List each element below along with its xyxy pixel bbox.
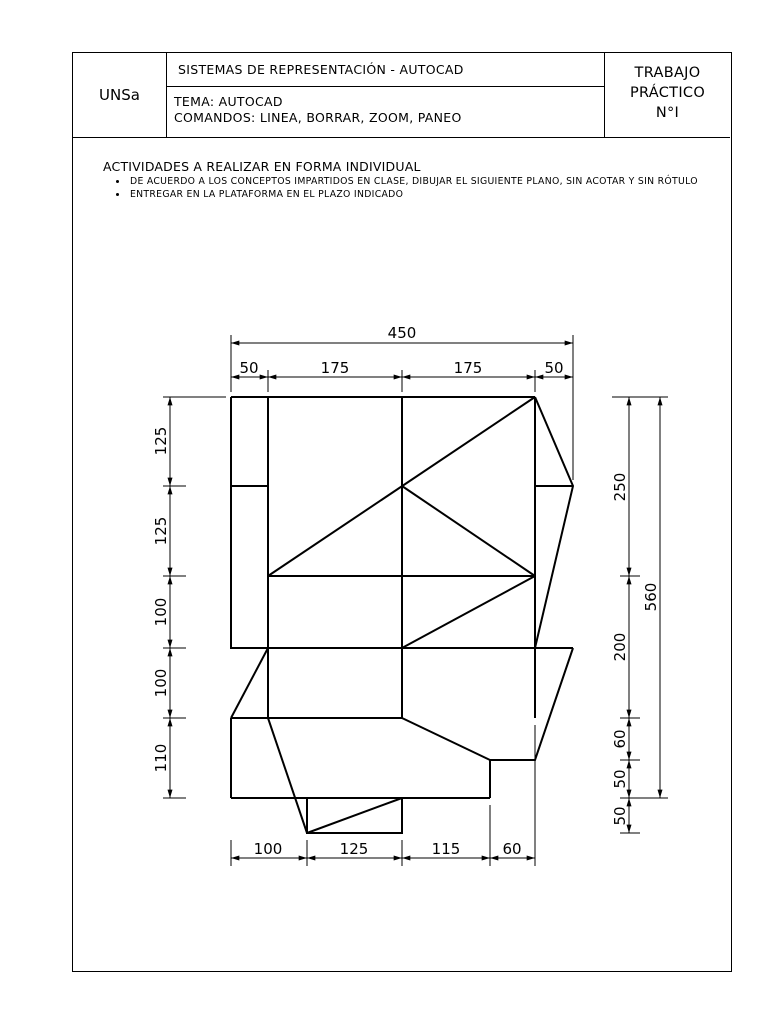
- dim-left: 110: [152, 743, 170, 773]
- dim-right-total: 560: [642, 582, 660, 612]
- dimension-lines: [163, 335, 668, 866]
- dim-top-total: 450: [387, 324, 417, 342]
- commands-text: COMANDOS: LINEA, BORRAR, ZOOM, PANEO: [174, 110, 462, 125]
- dim-top: 50: [544, 359, 564, 377]
- activities-title: ACTIVIDADES A REALIZAR EN FORMA INDIVIDUAL: [103, 159, 421, 174]
- plan-line: [402, 718, 490, 760]
- plan-line: [490, 648, 573, 760]
- dim-right: 60: [611, 729, 629, 749]
- dim-bottom: 115: [431, 840, 461, 858]
- dim-right: 50: [611, 769, 629, 789]
- plan-line: [535, 397, 573, 648]
- dimension-labels: [152, 324, 660, 858]
- activity-item: • DE ACUERDO A LOS CONCEPTOS IMPARTIDOS EN CLASE, DIBUJAR EL SIGUIENTE PLANO, SIN ACOTAR Y SIN RÓTULO: [128, 175, 723, 188]
- dim-right: 200: [611, 632, 629, 662]
- dim-top: 50: [239, 359, 259, 377]
- plan-line: [307, 798, 402, 833]
- plan-figure: [231, 397, 573, 833]
- course-title: SISTEMAS DE REPRESENTACIÓN - AUTOCAD: [167, 53, 605, 87]
- work-line-3: N°I: [655, 105, 680, 121]
- dim-left: 100: [152, 597, 170, 627]
- work-line-1: TRABAJO: [634, 65, 701, 81]
- plan-line: [231, 648, 268, 718]
- dim-bottom: 100: [253, 840, 283, 858]
- work-line-2: PRÁCTICO: [629, 85, 706, 101]
- dim-right: 250: [611, 472, 629, 502]
- dim-bottom: 125: [339, 840, 369, 858]
- dim-right: 50: [611, 806, 629, 826]
- dim-left: 125: [152, 516, 170, 546]
- dim-top: 175: [320, 359, 350, 377]
- topic-text: TEMA: AUTOCAD: [174, 94, 283, 109]
- institution-label: UNSa: [73, 53, 167, 137]
- activity-item: • ENTREGAR EN LA PLATAFORMA EN EL PLAZO INDICADO: [128, 188, 723, 201]
- plan-line: [402, 486, 535, 576]
- dim-bottom: 60: [502, 840, 522, 858]
- plan-line: [231, 397, 268, 648]
- dim-left: 100: [152, 668, 170, 698]
- plan-line: [402, 576, 535, 648]
- dim-left: 125: [152, 426, 170, 456]
- dim-top: 175: [453, 359, 483, 377]
- plan-line: [268, 718, 307, 833]
